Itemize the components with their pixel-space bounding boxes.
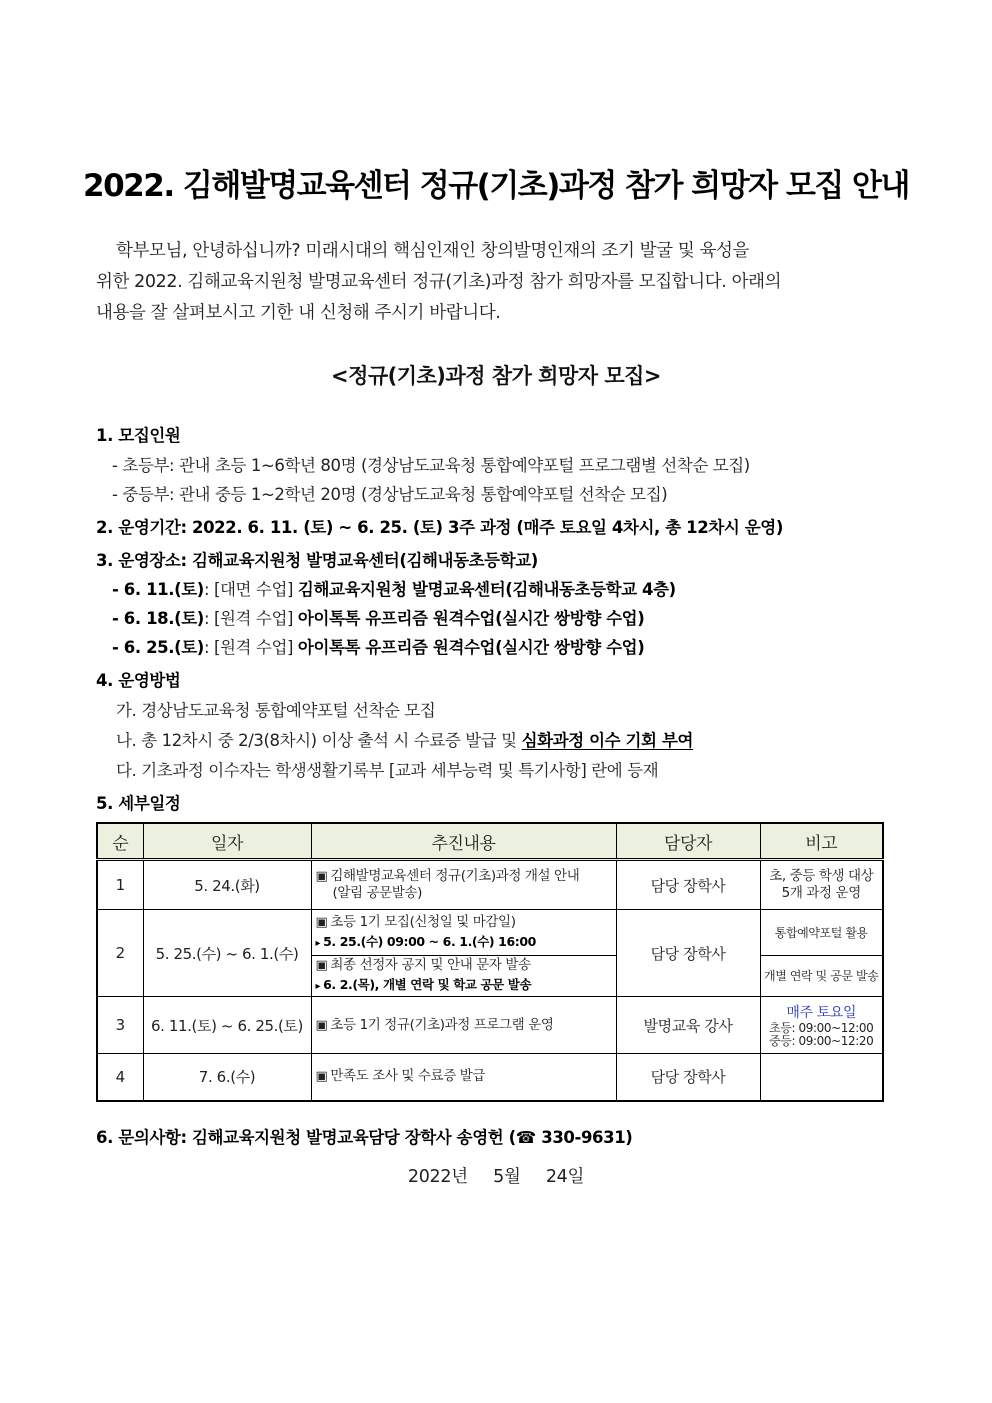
- intro-line-1: 학부모님, 안녕하십니까? 미래시대의 핵심인재인 창의발명인재의 조기 발굴 및 육성을: [116, 241, 750, 261]
- col-header-date: 일자: [143, 823, 311, 860]
- s3-item-1-mode: [대면 수업]: [213, 580, 294, 599]
- square-bullet-icon: ▣: [315, 1069, 328, 1085]
- content-line-2: (알림 공문발송): [332, 885, 422, 901]
- note-line-1: 매주 토요일: [786, 1005, 857, 1021]
- schedule-table: [96, 822, 884, 1102]
- s3-item-3-sep: :: [203, 638, 210, 657]
- content-line-1: 만족도 조사 및 수료증 발급: [330, 1068, 486, 1085]
- square-bullet-icon: ▣: [315, 914, 328, 930]
- s2-label: 2. 운영기간:: [96, 518, 187, 537]
- s3-item-2-date: - 6. 18.(토): [112, 609, 204, 628]
- s3-item-3-place: 아이톡톡 유프리즘 원격수업(실시간 쌍방향 수업): [297, 638, 645, 657]
- col-header-note: 비고: [760, 823, 883, 860]
- cell-no: 4: [97, 1054, 143, 1101]
- cell-date: 6. 11.(토) ~ 6. 25.(토): [143, 997, 311, 1054]
- cell-content: [311, 860, 616, 910]
- intro-paragraph: [96, 236, 896, 329]
- s3-item-1-sep: :: [203, 580, 210, 599]
- s1-item-middle: - 중등부: 관내 중등 1~2학년 20명 (경상남도교육청 통합예약포털 선착순 모집): [112, 485, 668, 504]
- s4-item-c: 다. 기초과정 이수자는 학생생활기록부 [교과 세부능력 및 특기사항] 란에 등재: [116, 761, 659, 780]
- s3-item-1: [112, 576, 676, 600]
- document-date: [0, 1163, 992, 1188]
- note-line-1: 초, 중등 학생 대상: [769, 868, 874, 884]
- s6-text: 6. 문의사항: 김해교육지원청 발명교육담당 장학사 송영헌 (: [96, 1128, 516, 1147]
- section-subtitle: <정규(기초)과정 참가 희망자 모집>: [330, 364, 662, 388]
- s3-item-2: [112, 605, 644, 629]
- cell-content: [311, 997, 616, 1054]
- content-line-2: 5. 25.(수) 09:00 ~ 6. 1.(수) 16:00: [323, 933, 536, 949]
- cell-date: 7. 6.(수): [143, 1054, 311, 1101]
- table-row: [97, 910, 883, 956]
- cell-note: [760, 997, 883, 1054]
- s2-value: 2022. 6. 11. (토) ~ 6. 25. (토) 3주 과정 (매주 토요일 4차시, 총 12차시 운영): [192, 518, 783, 537]
- cell-no: 2: [97, 910, 143, 997]
- intro-line-2: 위한 2022. 김해교육지원청 발명교육센터 정규(기초)과정 참가 희망자를 모집합니다. 아래의: [96, 272, 782, 292]
- cell-no: 1: [97, 860, 143, 910]
- col-header-no: 순: [97, 823, 143, 860]
- cell-content: [311, 1054, 616, 1101]
- s4-item-a: 가. 경상남도교육청 통합예약포털 선착순 모집: [116, 701, 436, 720]
- cell-note: [760, 860, 883, 910]
- s3-item-2-place: 아이톡톡 유프리즘 원격수업(실시간 쌍방향 수업): [297, 609, 645, 628]
- phone-icon: ☎: [515, 1128, 536, 1147]
- s3-item-3-mode: [원격 수업]: [213, 638, 294, 657]
- s4-heading: 4. 운영방법: [96, 671, 181, 690]
- s4-item-b-text: 나. 총 12차시 중 2/3(8차시) 이상 출석 시 수료증 발급 및: [116, 731, 517, 750]
- note-line-2: 5개 과정 운영: [781, 885, 861, 901]
- intro-line-3: 내용을 잘 살펴보시고 기한 내 신청해 주시기 바랍니다.: [96, 303, 501, 323]
- triangle-bullet-icon: ▸: [315, 981, 321, 992]
- square-bullet-icon: ▣: [315, 958, 328, 973]
- square-bullet-icon: ▣: [315, 869, 328, 884]
- triangle-bullet-icon: ▸: [315, 937, 321, 949]
- cell-note: 개별 연락 및 공문 발송: [760, 956, 883, 997]
- s1-item-elementary: - 초등부: 관내 초등 1~6학년 80명 (경상남도교육청 통합예약포털 프로그램별 선착순 모집): [112, 456, 750, 475]
- cell-date: 5. 24.(화): [143, 860, 311, 910]
- cell-manager: 담당 장학사: [616, 860, 760, 910]
- cell-manager: 담당 장학사: [616, 910, 760, 997]
- s3-item-3-date: - 6. 25.(토): [112, 638, 204, 657]
- s2-line: [96, 514, 783, 538]
- s3-item-3: [112, 634, 644, 658]
- content-line-1: 최종 선정자 공지 및 안내 문자 발송: [330, 957, 531, 973]
- note-line-3: 중등: 09:00~12:20: [769, 1034, 874, 1048]
- cell-date: 5. 25.(수) ~ 6. 1.(수): [143, 910, 311, 997]
- s6-contact: [96, 1124, 632, 1148]
- table-row: [97, 1054, 883, 1101]
- date-year: 2022년: [407, 1167, 468, 1187]
- square-bullet-icon: ▣: [315, 1017, 328, 1033]
- date-day: 24일: [545, 1167, 585, 1187]
- document-title: 2022. 김해발명교육센터 정규(기초)과정 참가 희망자 모집 안내: [83, 168, 909, 204]
- content-line-2: 6. 2.(목), 개별 연락 및 학교 공문 발송: [323, 977, 532, 992]
- s3-item-2-mode: [원격 수업]: [213, 609, 294, 628]
- note-line-2: 초등: 09:00~12:00: [769, 1021, 874, 1035]
- s6-number: 330-9631): [535, 1128, 633, 1147]
- s3-item-1-place: 김해교육지원청 발명교육센터(김해내동초등학교 4층): [297, 580, 676, 599]
- col-header-manager: 담당자: [616, 823, 760, 860]
- cell-content: [311, 956, 616, 997]
- content-line-1: 초등 1기 정규(기초)과정 프로그램 운영: [330, 1016, 554, 1033]
- s4-item-b: [116, 727, 693, 751]
- s3-heading: 3. 운영장소: 김해교육지원청 발명교육센터(김해내동초등학교): [96, 551, 538, 570]
- content-line-1: 김해발명교육센터 정규(기초)과정 개설 안내: [330, 868, 580, 884]
- s4-item-b-highlight: 심화과정 이수 기회 부여: [521, 731, 694, 750]
- cell-no: 3: [97, 997, 143, 1054]
- cell-note: 통합예약포털 활용: [760, 910, 883, 956]
- cell-note: [760, 1054, 883, 1101]
- content-line-1: 초등 1기 모집(신청일 및 마감일): [330, 913, 516, 930]
- cell-manager: 발명교육 강사: [616, 997, 760, 1054]
- s3-item-2-sep: :: [203, 609, 210, 628]
- cell-content: [311, 910, 616, 956]
- cell-manager: 담당 장학사: [616, 1054, 760, 1101]
- s3-item-1-date: - 6. 11.(토): [112, 580, 204, 599]
- s5-heading: 5. 세부일정: [96, 794, 181, 813]
- table-row: [97, 860, 883, 910]
- table-row: [97, 997, 883, 1054]
- s1-heading: 1. 모집인원: [96, 426, 181, 445]
- col-header-content: 추진내용: [311, 823, 616, 860]
- table-header-row: [97, 823, 883, 860]
- date-month: 5월: [493, 1167, 521, 1187]
